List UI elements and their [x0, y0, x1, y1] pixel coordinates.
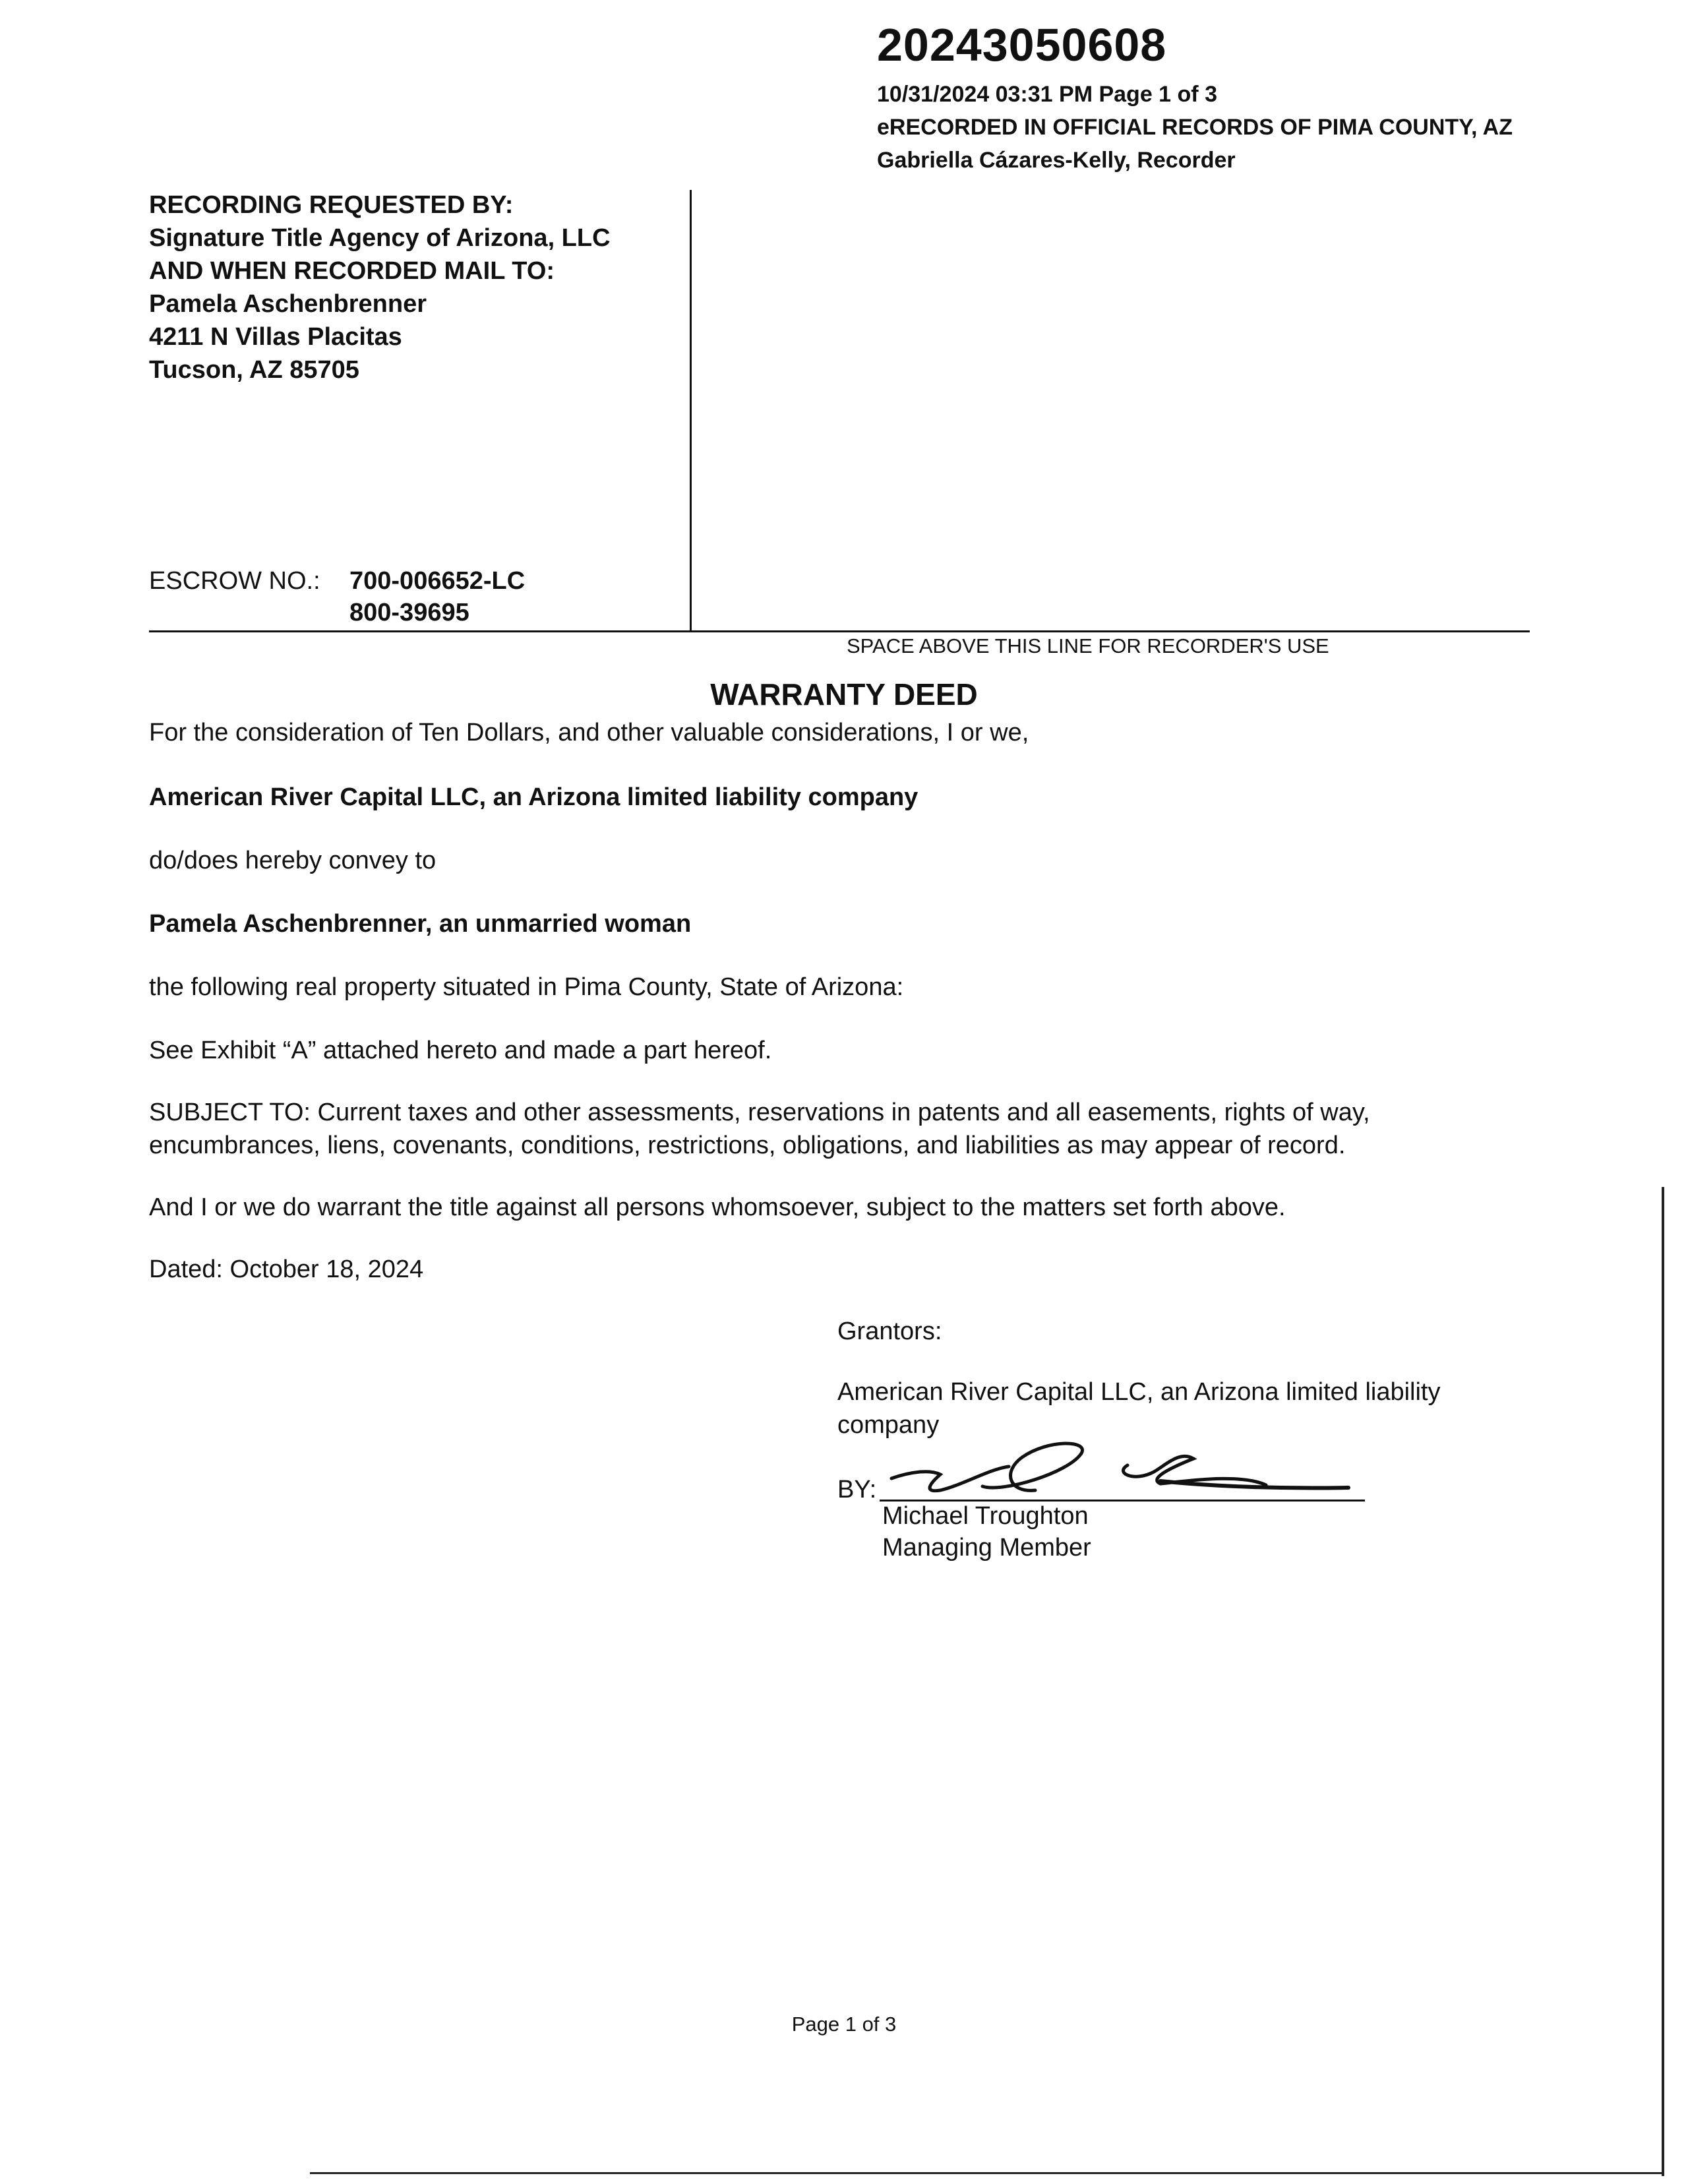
mail-to-city: Tucson, AZ 85705 [149, 356, 359, 384]
consideration-paragraph: For the consideration of Ten Dollars, and other valuable considerations, I or we, [149, 719, 1029, 746]
escrow-number-primary: 700-006652-LC [349, 567, 526, 595]
handwritten-signature [884, 1432, 1358, 1505]
recording-county: eRECORDED IN OFFICIAL RECORDS OF PIMA COUNTY, AZ [877, 115, 1513, 140]
convey-paragraph: do/does hereby convey to [149, 847, 437, 874]
recorder-name: Gabriella Cázares-Kelly, Recorder [877, 148, 1236, 173]
recording-date-page: 10/31/2024 03:31 PM Page 1 of 3 [877, 82, 1217, 107]
grantor-company: American River Capital LLC, an Arizona limited liability company [837, 1378, 1441, 1439]
recorder-use-note: SPACE ABOVE THIS LINE FOR RECORDER'S USE [847, 634, 1329, 657]
signer-name: Michael Troughton [882, 1502, 1089, 1530]
scan-edge-bottom [310, 2172, 1663, 2174]
subject-to-paragraph: SUBJECT TO: Current taxes and other assessments, reservations in patents and all easements, rights of way, encumbrances, liens, covenants, conditions, restrictions, obligations, and liabilities as may appear of record. [149, 1099, 1370, 1159]
page-number: Page 1 of 3 [791, 2013, 897, 2036]
escrow-number-secondary: 800-39695 [349, 599, 469, 626]
escrow-label: ESCROW NO.: [149, 567, 320, 595]
scan-edge-right [1662, 1187, 1664, 2176]
mail-to-name: Pamela Aschenbrenner [149, 290, 427, 318]
exhibit-paragraph: See Exhibit “A” attached hereto and made a part hereof. [149, 1037, 772, 1064]
signer-title: Managing Member [882, 1534, 1091, 1562]
document-title: WARRANTY DEED [710, 677, 978, 712]
recording-number: 20243050608 [877, 19, 1167, 71]
requesting-agency: Signature Title Agency of Arizona, LLC [149, 224, 611, 252]
signature-line [880, 1500, 1365, 1502]
by-label: BY: [837, 1476, 877, 1503]
mail-to-heading: AND WHEN RECORDED MAIL TO: [149, 257, 555, 285]
grantor-name: American River Capital LLC, an Arizona limited liability company [149, 783, 919, 811]
requested-by-heading: RECORDING REQUESTED BY: [149, 191, 514, 219]
grantors-label: Grantors: [837, 1318, 942, 1345]
grantee-name: Pamela Aschenbrenner, an unmarried woman [149, 910, 692, 938]
property-paragraph: the following real property situated in Pima County, State of Arizona: [149, 973, 904, 1001]
dated-line: Dated: October 18, 2024 [149, 1256, 424, 1283]
header-divider-vertical [690, 190, 692, 632]
warranty-paragraph: And I or we do warrant the title against all persons whomsoever, subject to the matters set forth above. [149, 1194, 1286, 1221]
recorder-space-line [149, 630, 1530, 632]
mail-to-street: 4211 N Villas Placitas [149, 323, 402, 351]
